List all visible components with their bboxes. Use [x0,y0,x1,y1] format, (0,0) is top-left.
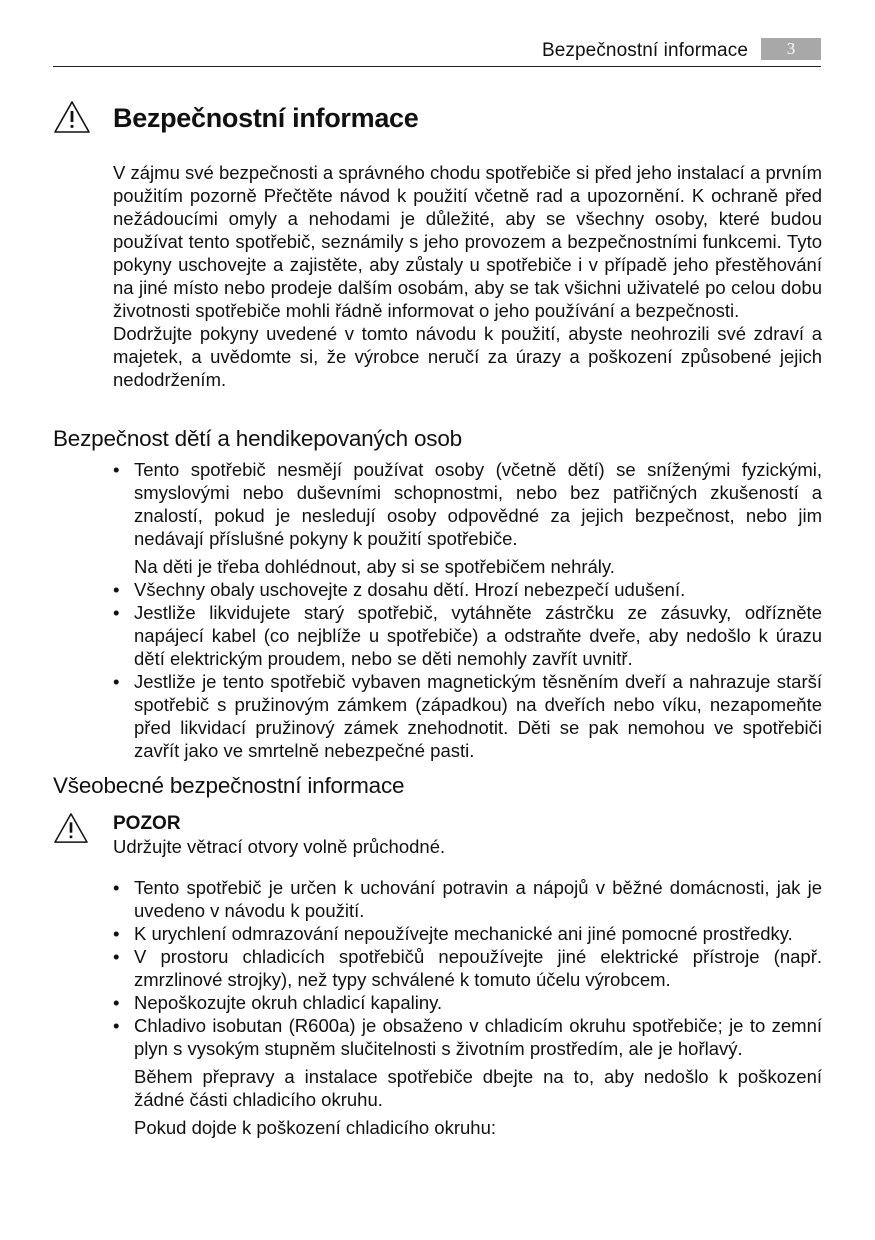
list-item-note: Během přepravy a instalace spotřebiče dbejte na to, aby nedošlo k poškození žádné části chladicího okruhu. [134,1066,822,1110]
list-item-note: Na děti je třeba dohlédnout, aby si se spotřebičem nehrály. [134,556,615,577]
list-item [113,578,822,601]
warning-triangle-icon [53,812,89,844]
intro-text [113,161,822,391]
list-item [113,1014,822,1139]
page-title: Bezpečnostní informace [113,103,419,133]
list-item-text: Jestliže likvidujete starý spotřebič, vytáhněte zástrčku ze zásuvky, odřízněte napájecí kabel (co nejblíže u spotřebiče) a odstraňte dveře, aby nedošlo k úrazu dětí elektrickým proudem, nebo se děti nemohly zavřít uvnitř. [134,602,822,669]
list-item-text: Jestliže je tento spotřebič vybaven magnetickým těsněním dveří a nahrazuje starší spotřebič s pružinovým zámkem (západkou) na dveřích nebo víku, nezapomeňte před likvidací pružinový zámek znehodnotit. Děti se pak nemohou ve spotřebiči zavřít jako ve smrtelně nebezpečné pasti. [134,671,822,761]
list-item [113,945,822,991]
warning-text: Udržujte větrací otvory volně průchodné. [113,836,446,857]
warning-box [113,812,822,858]
list-item-text: Nepoškozujte okruh chladicí kapaliny. [134,992,443,1013]
section-heading-general: Všeobecné bezpečnostní informace [53,773,405,798]
list-item [113,458,822,578]
list-item [113,601,822,670]
list-item-text: K urychlení odmrazování nepoužívejte mechanické ani jiné pomocné prostředky. [134,923,793,944]
warning-title: POZOR [113,813,181,834]
list-item-text: Tento spotřebič je určen k uchování potravin a nápojů v běžné domácnosti, jak je uvedeno v návodu k použití. [134,877,822,921]
list-item [113,922,822,945]
general-safety-list [113,876,822,1139]
intro-paragraph: Dodržujte pokyny uvedené v tomto návodu k použití, abyste neohrozili své zdraví a majetek, a uvědomte si, že výrobce neručí za úrazy a poškození způsobené jejich nedodržením. [113,323,822,390]
page-number: 3 [761,38,821,60]
list-item-note: Pokud dojde k poškození chladicího okruhu: [134,1117,497,1138]
list-item-text: V prostoru chladicích spotřebičů nepoužívejte jiné elektrické přístroje (např. zmrzlinové strojky), než typy schválené k tomuto účelu výrobcem. [134,946,822,990]
intro-paragraph: V zájmu své bezpečnosti a správného chodu spotřebiče si před jeho instalací a prvním použitím pozorně Přečtěte návod k použití včetně rad a upozornění. K ochraně před nežádoucími omyly a nehodami je důležité, aby se všechny osoby, které budou používat tento spotřebič, seznámily s jeho provozem a bezpečnostními funkcemi. Tyto pokyny uschovejte a zajistěte, aby zůstaly u spotřebiče i v případě jeho přestěhování na jiné místo nebo prodeje dalším osobám, aby se tak všichni uživatelé po celou dobu životnosti spotřebiče mohli řádně informovat o jeho používání a bezpečnosti. [113,162,822,321]
page-header [53,36,821,67]
header-title: Bezpečnostní informace [541,40,748,61]
list-item [113,991,822,1014]
list-item-text: Všechny obaly uschovejte z dosahu dětí. Hrozí nebezpečí udušení. [134,579,686,600]
list-item [113,876,822,922]
list-item-text: Chladivo isobutan (R600a) je obsaženo v chladicím okruhu spotřebiče; je to zemní plyn s vysokým stupněm slučitelnosti s životním prostředím, ale je hořlavý. [134,1015,822,1059]
warning-triangle-icon [53,100,91,134]
list-item-text: Tento spotřebič nesmějí používat osoby (včetně dětí) se sníženými fyzickými, smyslovými nebo duševními schopnostmi, nebo bez patřičných zkušeností a znalostí, pokud je nesledují osoby odpovědné za jejich bezpečnost, nebo jim nedávají příslušné pokyny k použití spotřebiče. [134,459,822,549]
children-safety-list [113,458,822,762]
list-item [113,670,822,762]
section-heading-children: Bezpečnost dětí a hendikepovaných osob [53,426,462,451]
